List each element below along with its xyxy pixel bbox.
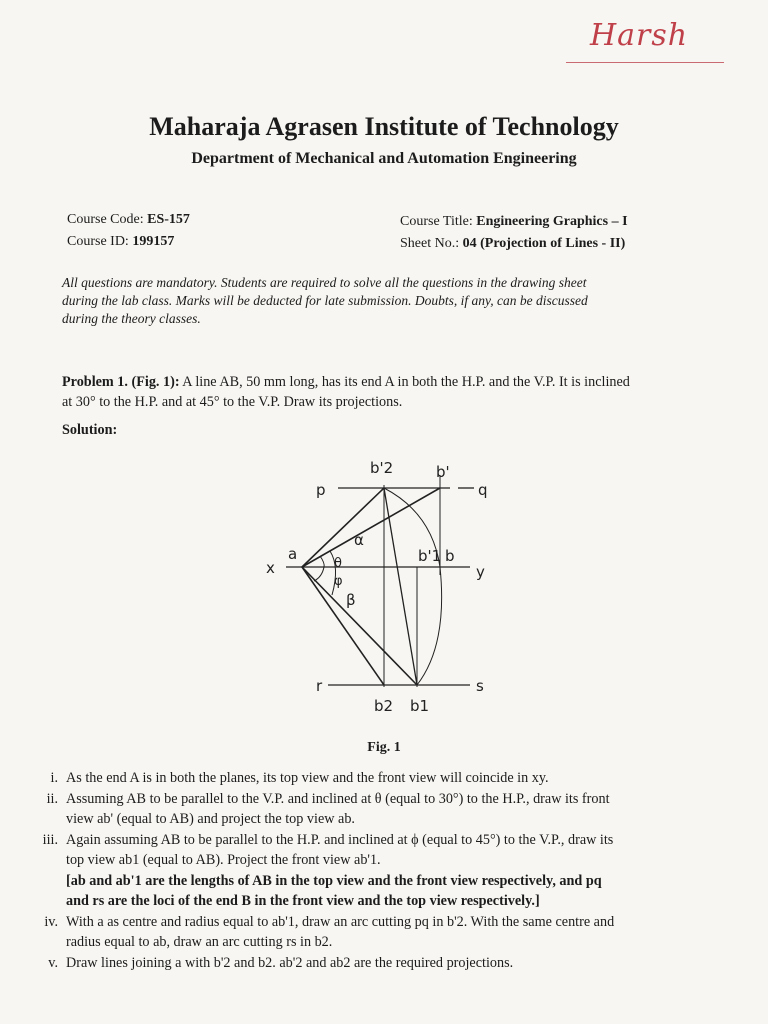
angle-theta-arc [320,556,324,567]
label-r: r [316,677,323,695]
arc-top [417,567,442,685]
label-p: p [316,481,326,499]
step-number: i. [50,770,58,786]
label-b1-prime: b'1 [418,547,442,565]
course-id [67,234,174,250]
sheet-number-label: Sheet No.: [400,236,460,251]
course-title-value: Engineering Graphics – I [476,214,628,229]
label-q: q [478,481,488,499]
solution-step [28,953,718,974]
step-line: Again assuming AB to be parallel to the H.P. and inclined at ϕ (equal to 45°) to the V.P., draw its [66,831,614,848]
department-title: Department of Mechanical and Automation Engineering [191,150,577,167]
step-line: and rs are the loci of the end B in the front view and the top view respectively.] [66,893,540,909]
solution-steps [28,768,718,973]
figure-caption: Fig. 1 [367,740,401,755]
course-code [67,212,190,228]
label-alpha: α [354,531,364,549]
instructions-line: during the theory classes. [62,311,201,326]
label-beta: β [346,591,356,609]
step-number: v. [48,954,58,971]
course-id-label: Course ID: [67,234,129,249]
problem-text: at 30° to the H.P. and at 45° to the V.P. Draw its projections. [62,394,403,410]
step-line: radius equal to ab, draw an arc cutting rs in b2. [66,934,333,950]
step-line: As the end A is in both the planes, its top view and the front view will coincide in xy. [66,770,549,786]
problem-text: A line AB, 50 mm long, has its end A in both the H.P. and the V.P. It is inclined [179,374,630,390]
step-line: top view ab1 (equal to AB). Project the front view ab'1. [66,852,381,868]
step-line: [ab and ab'1 are the lengths of AB in the top view and the front view respectively, and pq [66,872,602,889]
course-title-label: Course Title: [400,214,473,229]
step-number: ii. [46,790,58,807]
label-phi: φ [334,574,343,589]
step-line: view ab' (equal to AB) and project the top view ab. [66,811,355,827]
solution-step [28,871,718,912]
step-line: Assuming AB to be parallel to the V.P. and inclined at θ (equal to 30°) to the H.P., draw its front [66,790,610,807]
sheet-number [400,236,625,252]
label-b: b [445,547,455,565]
solution-step [28,830,718,871]
solution-step [28,789,718,830]
signature-underline [566,62,724,63]
label-x: x [266,559,275,577]
label-s: s [476,677,484,695]
course-title [400,214,628,230]
label-b2-prime: b'2 [370,459,394,477]
step-number: iii. [42,831,58,848]
instructions-line: during the lab class. Marks will be deducted for late submission. Doubts, if any, can be discussed [62,293,588,308]
solution-step [28,768,718,789]
instructions [62,274,702,328]
line-a-b2 [302,567,384,685]
instructions-line: All questions are mandatory. Students are required to solve all the questions in the drawing sheet [62,275,587,290]
solution-label: Solution: [62,422,118,438]
problem-statement [62,372,722,412]
course-id-value: 199157 [132,234,175,249]
course-code-value: ES-157 [147,212,190,227]
label-theta: θ [334,556,342,571]
label-b-prime: b' [436,463,450,481]
label-b1: b1 [410,697,430,715]
problem-label: Problem 1. (Fig. 1): [62,374,180,390]
angle-phi-arc [314,567,324,581]
label-b2: b2 [374,697,394,715]
institute-title: Maharaja Agrasen Institute of Technology [149,112,619,141]
projection-figure [250,455,510,725]
step-line: With a as centre and radius equal to ab'1, draw an arc cutting pq in b'2. With the same centre and [66,913,615,930]
course-code-label: Course Code: [67,212,144,227]
step-line: Draw lines joining a with b'2 and b2. ab'2 and ab2 are the required projections. [66,954,514,971]
solution-step [28,912,718,953]
label-a: a [288,545,298,563]
step-number: iv. [44,913,58,930]
label-y: y [476,563,485,581]
signature: Harsh [590,18,689,53]
sheet-number-value: 04 (Projection of Lines - II) [462,236,626,251]
